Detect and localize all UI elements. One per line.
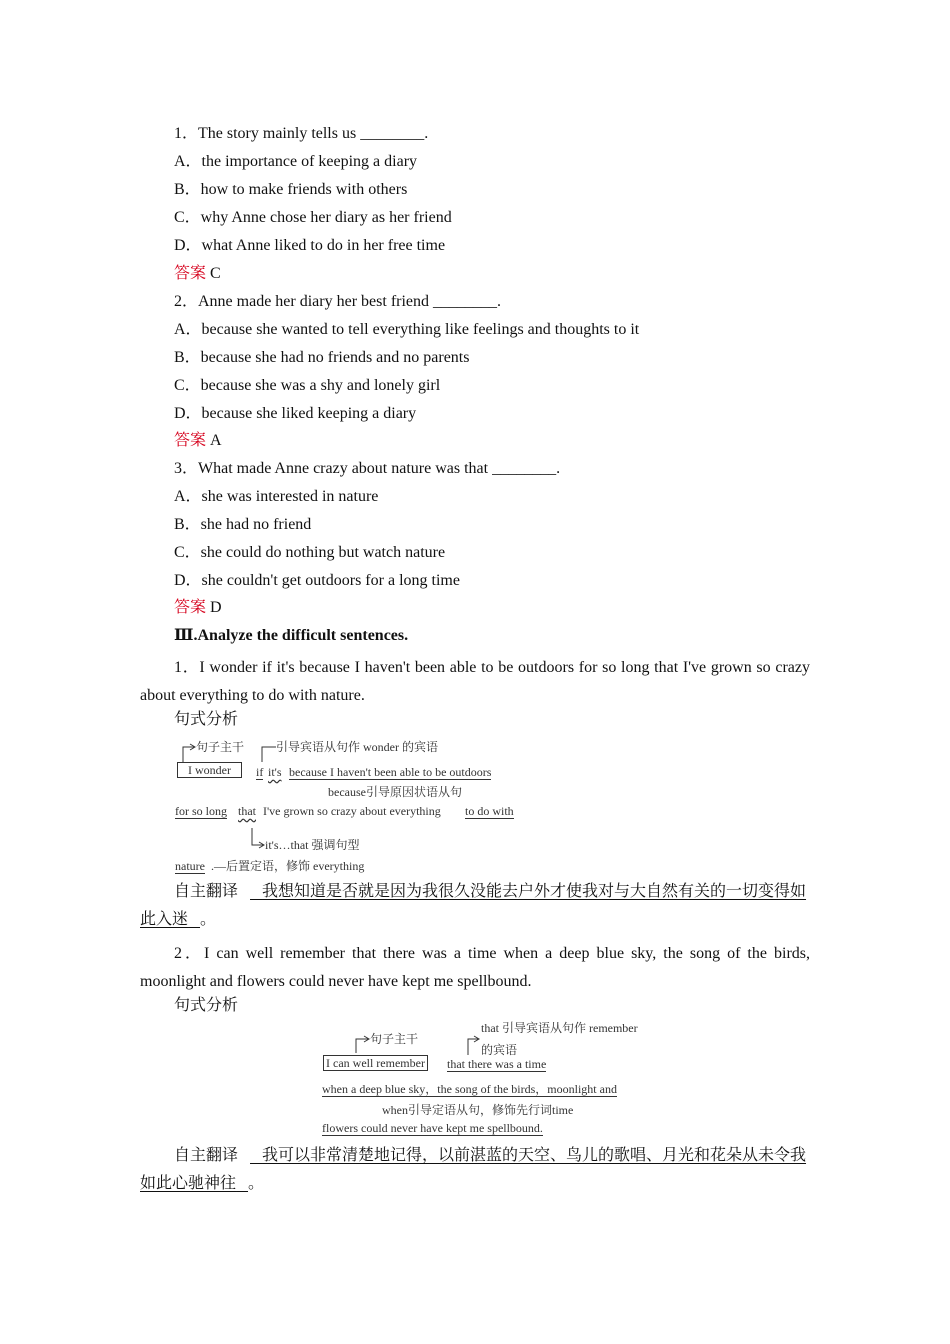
answer-value: A bbox=[210, 432, 222, 449]
question-1-answer bbox=[174, 264, 221, 284]
question-3-option-c: C．she could do nothing but watch nature bbox=[174, 544, 446, 561]
sentence-1-translation: 自主翻译 我想知道是否就是因为我很久没能去户外才使我对与大自然有关的一切变得如此入迷 。 bbox=[140, 883, 807, 928]
translation-text: 我可以非常清楚地记得，以前湛蓝的天空、鸟儿的歌唱、月光和花朵从未令我如此心驰神往 bbox=[140, 1147, 807, 1192]
answer-label: 答案 bbox=[174, 599, 207, 616]
sentence-1-analysis-label: 句式分析 bbox=[174, 711, 239, 728]
sentence-2-translation: 自主翻译 我可以非常清楚地记得，以前湛蓝的天空、鸟儿的歌唱、月光和花朵从未令我如此心驰神往 。 bbox=[140, 1147, 807, 1192]
that-word: that bbox=[238, 804, 256, 818]
to-do-with: to do with bbox=[465, 804, 514, 818]
nature-word: nature bbox=[175, 859, 205, 873]
answer-value: C bbox=[210, 265, 221, 282]
main-clause-note: 句子主干 bbox=[370, 1032, 419, 1046]
question-1-option-d: D．what Anne liked to do in her free time bbox=[174, 237, 446, 254]
that-clause: that there was a time bbox=[447, 1057, 547, 1071]
emphasis-note: it's…that 强调句型 bbox=[265, 838, 360, 852]
question-2-option-d: D．because she liked keeping a diary bbox=[174, 405, 417, 422]
translation-label: 自主翻译 bbox=[174, 1147, 239, 1164]
question-1-option-b: B．how to make friends with others bbox=[174, 181, 408, 198]
because-note: because引导原因状语从句 bbox=[328, 785, 462, 799]
translation-text: 我想知道是否就是因为我很久没能去户外才使我对与大自然有关的一切变得如此入迷 bbox=[140, 883, 807, 928]
that-note-line1: that 引导宾语从句作 remember bbox=[481, 1021, 638, 1035]
answer-label: 答案 bbox=[174, 432, 207, 449]
because-clause: because I haven't been able to be outdoors bbox=[289, 765, 492, 779]
sentence-2: 2．I can well remember that there was a time when a deep blue sky, the song of the birds, moonlight and flowers could never have kept me spellbound. bbox=[140, 945, 810, 990]
main-clause-box: I can well remember bbox=[323, 1055, 428, 1071]
question-3-option-b: B．she had no friend bbox=[174, 516, 312, 533]
flowers-clause: flowers could never have kept me spellbound. bbox=[322, 1121, 543, 1135]
section-heading bbox=[174, 626, 408, 646]
answer-label: 答案 bbox=[174, 265, 207, 282]
sentence-2-analysis-label: 句式分析 bbox=[174, 997, 239, 1014]
question-1-option-c: C．why Anne chose her diary as her friend bbox=[174, 209, 452, 226]
main-clause-note: 句子主干 bbox=[196, 740, 245, 754]
question-2-stem: 2．Anne made her diary her best friend ________. bbox=[174, 293, 502, 310]
question-3-option-a: A．she was interested in nature bbox=[174, 488, 379, 505]
question-1-option-a: A．the importance of keeping a diary bbox=[174, 153, 418, 170]
if-word: if bbox=[256, 765, 264, 779]
section-number: Ⅲ. bbox=[174, 627, 198, 644]
answer-value: D bbox=[210, 599, 222, 616]
nature-note: .—后置定语，修饰 everything bbox=[211, 859, 365, 873]
its-word: it's bbox=[268, 765, 282, 779]
question-2-option-a: A．because she wanted to tell everything like feelings and thoughts to it bbox=[174, 321, 640, 338]
question-2-option-c: C．because she was a shy and lonely girl bbox=[174, 377, 441, 394]
when-note: when引导定语从句，修饰先行词time bbox=[382, 1103, 574, 1117]
question-1-stem: 1．The story mainly tells us ________. bbox=[174, 125, 429, 142]
question-3-stem: 3．What made Anne crazy about nature was that ________. bbox=[174, 460, 561, 477]
question-3-option-d: D．she couldn't get outdoors for a long time bbox=[174, 572, 460, 589]
sentence-2-diagram-arrows bbox=[0, 1025, 950, 1085]
translation-label: 自主翻译 bbox=[174, 883, 239, 900]
grown-clause: I've grown so crazy about everything bbox=[263, 804, 441, 818]
when-clause: when a deep blue sky，the song of the birds，moonlight and bbox=[322, 1082, 617, 1096]
question-3-answer bbox=[174, 598, 222, 618]
sentence-1: 1．I wonder if it's because I haven't been able to be outdoors for so long that I've grown so crazy about everything to do with nature. bbox=[140, 659, 810, 704]
question-2-option-b: B．because she had no friends and no parents bbox=[174, 349, 470, 366]
that-note-line2: 的宾语 bbox=[481, 1043, 518, 1057]
question-2-answer bbox=[174, 431, 222, 451]
section-title: Analyze the difficult sentences. bbox=[197, 627, 409, 644]
for-so-long: for so long bbox=[175, 804, 227, 818]
main-clause-box: I wonder bbox=[177, 762, 242, 778]
if-clause-note: 引导宾语从句作 wonder 的宾语 bbox=[276, 740, 438, 754]
